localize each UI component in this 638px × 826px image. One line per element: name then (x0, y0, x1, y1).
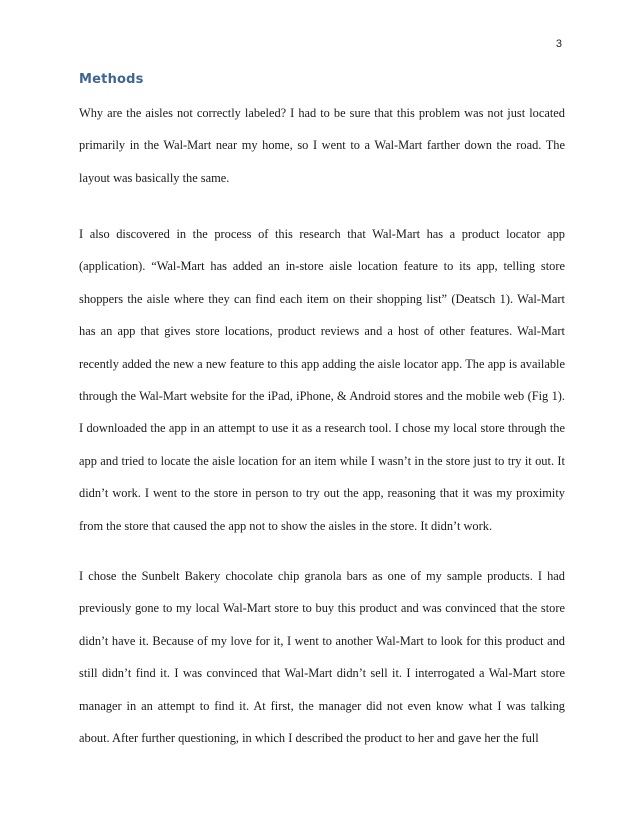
paragraph-1: Why are the aisles not correctly labeled? I had to be sure that this problem was not just located primarily in the Wal-Mart near my home, so I went to a Wal-Mart farther down the road. The layout was basically the same. (79, 106, 565, 185)
paragraph-3: I chose the Sunbelt Bakery chocolate chip granola bars as one of my sample products. I had previously gone to my local Wal-Mart store to buy this product and was convinced that the store didn’t have it. Because of my love for it, I went to another Wal-Mart to look for this product and still didn’t find it. I was convinced that Wal-Mart didn’t sell it. I interrogated a Wal-Mart store manager in an attempt to find it. At first, the manager did not even know what I was talking about. After further questioning, in which I described the product to her and gave her the full (79, 569, 565, 746)
page-number: 3 (555, 38, 562, 50)
section-heading: Methods (79, 72, 144, 87)
paragraph-2: I also discovered in the process of this research that Wal-Mart has a product locator app (application). “Wal-Mart has added an in-store aisle location feature to its app, telling store shoppers the aisle where they can find each item on their shopping list” (Deatsch 1). Wal-Mart has an app that gives store locations, product reviews and a host of other features. Wal-Mart recently added the new a new feature to this app adding the aisle locator app. The app is available through the Wal-Mart website for the iPad, iPhone, & Android stores and the mobile web (Fig 1). I downloaded the app in an attempt to use it as a research tool. I chose my local store through the app and tried to locate the aisle location for an item while I wasn’t in the store just to try it out. It didn’t work. I went to the store in person to try out the app, reasoning that it was my proximity from the store that caused the app not to show the aisles in the store. It didn’t work. (79, 227, 565, 533)
